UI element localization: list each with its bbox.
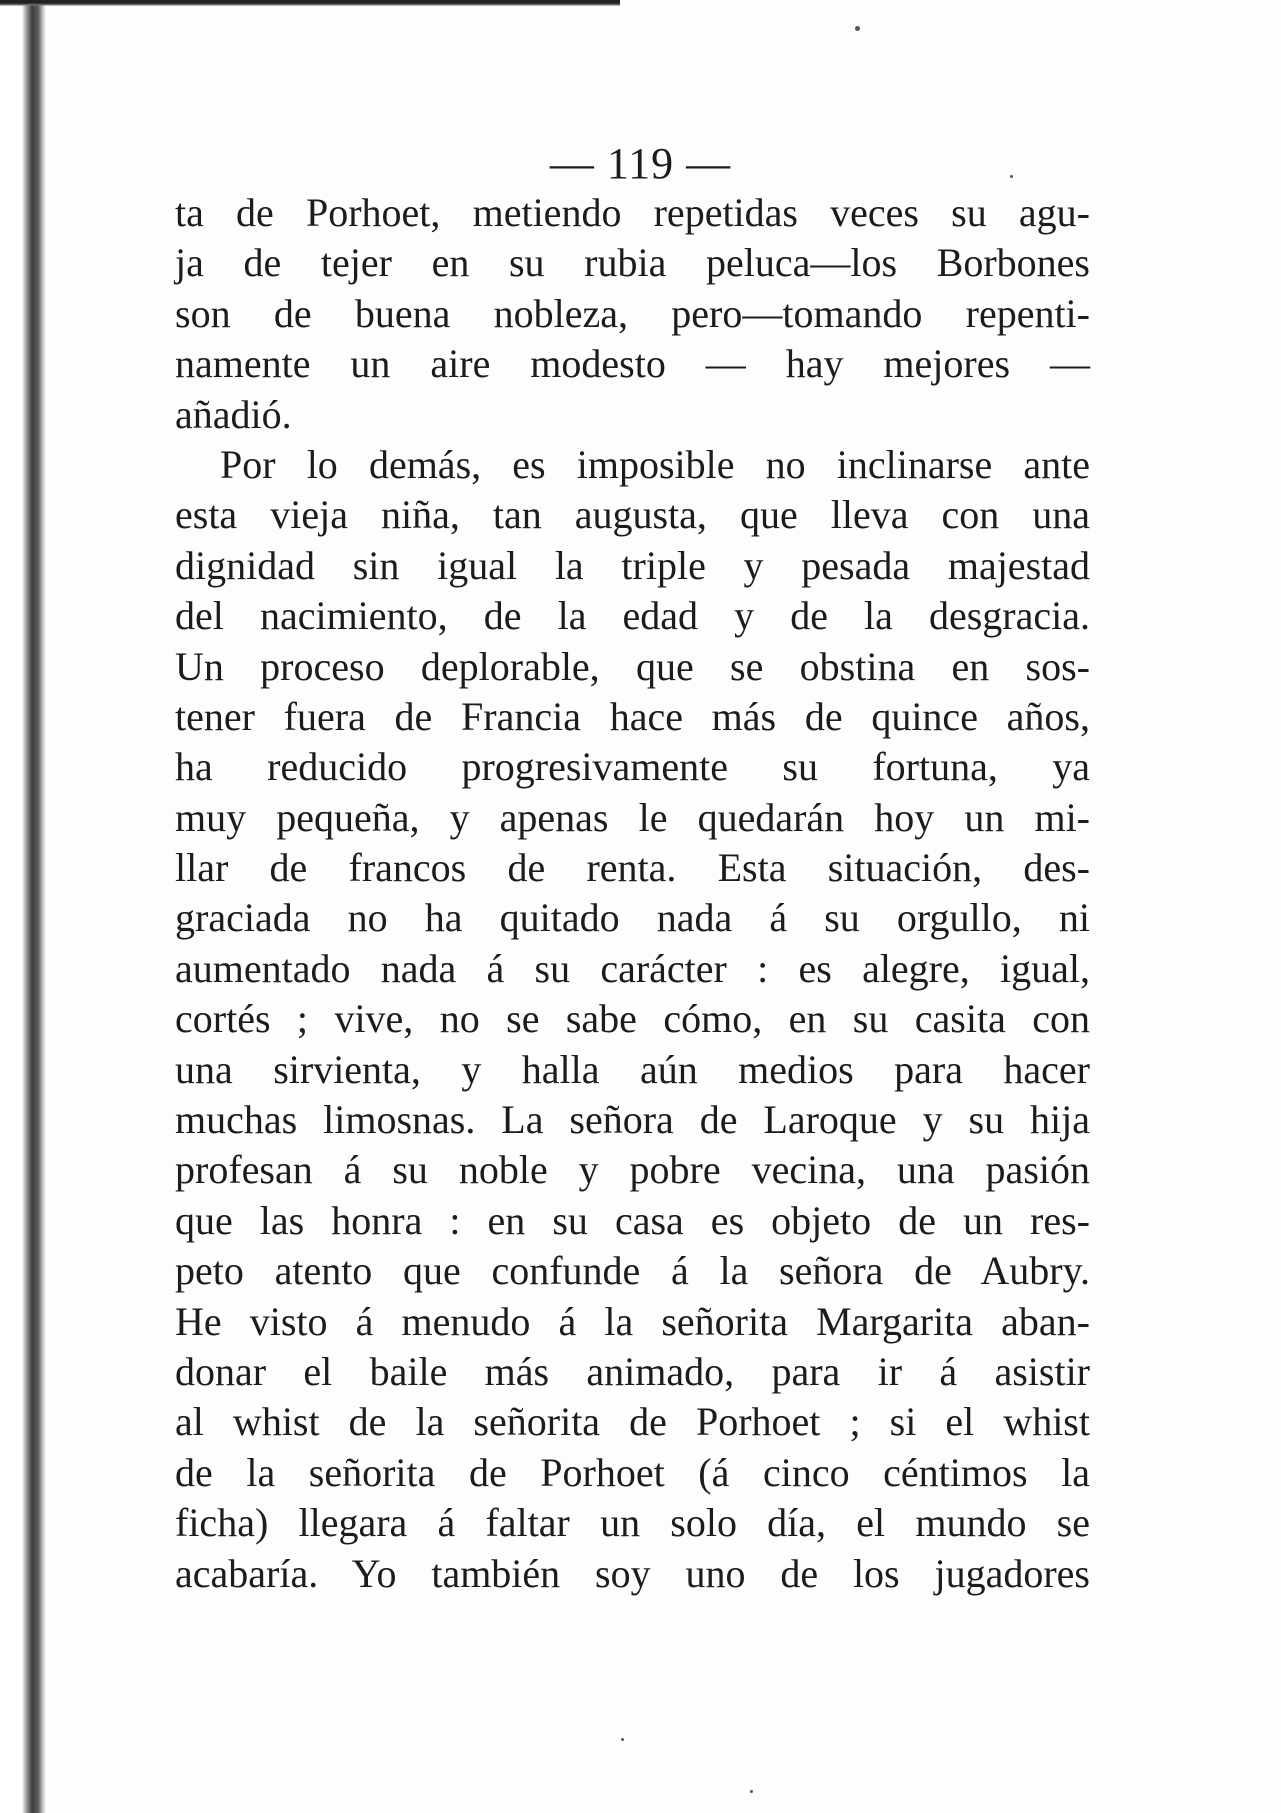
text-line: que las honra : en su casa es objeto de un res- bbox=[175, 1197, 1090, 1243]
text-line: namente un aire modesto — hay mejores — bbox=[175, 341, 1090, 387]
body-text bbox=[175, 188, 1090, 1599]
top-scan-rule bbox=[0, 0, 620, 6]
text-line: Por lo demás, es imposible no inclinarse ante bbox=[220, 441, 1090, 487]
page-number: — 119 — bbox=[549, 139, 732, 188]
text-line: tener fuera de Francia hace más de quince años, bbox=[175, 693, 1090, 739]
text-line: graciada no ha quitado nada á su orgullo, ni bbox=[175, 895, 1090, 941]
text-line: He visto á menudo á la señorita Margarita aban- bbox=[175, 1298, 1090, 1344]
text-line: ta de Porhoet, metiendo repetidas veces su agu- bbox=[175, 190, 1090, 235]
scanned-binding-edge bbox=[0, 0, 46, 1813]
text-line: ha reducido progresivamente su fortuna, ya bbox=[175, 744, 1090, 790]
text-line: muchas limosnas. La señora de Laroque y su hija bbox=[175, 1097, 1090, 1143]
text-line: del nacimiento, de la edad y de la desgracia. bbox=[175, 593, 1090, 639]
text-line: al whist de la señorita de Porhoet ; si el whist bbox=[175, 1399, 1090, 1445]
text-line: de la señorita de Porhoet (á cinco céntimos la bbox=[175, 1449, 1090, 1495]
text-line: donar el baile más animado, para ir á asistir bbox=[175, 1348, 1090, 1394]
scan-speck bbox=[750, 1790, 753, 1793]
text-line: ja de tejer en su rubia peluca—los Borbones bbox=[175, 240, 1090, 286]
text-line: una sirvienta, y halla aún medios para hacer bbox=[175, 1046, 1090, 1092]
text-line: acabaría. Yo también soy uno de los jugadores bbox=[175, 1550, 1090, 1596]
scan-speck bbox=[1010, 175, 1013, 178]
text-line: cortés ; vive, no se sabe cómo, en su casita con bbox=[175, 996, 1090, 1042]
scan-speck bbox=[855, 26, 860, 31]
text-line: esta vieja niña, tan augusta, que lleva con una bbox=[175, 492, 1090, 538]
text-line: Un proceso deplorable, que se obstina en sos- bbox=[175, 643, 1090, 689]
text-line: son de buena nobleza, pero—tomando repenti- bbox=[175, 290, 1090, 336]
text-line: llar de francos de renta. Esta situación, des- bbox=[175, 845, 1090, 891]
text-line: peto atento que confunde á la señora de Aubry. bbox=[175, 1248, 1090, 1294]
text-line: muy pequeña, y apenas le quedarán hoy un mi- bbox=[175, 794, 1090, 840]
text-line: ficha) llegara á faltar un solo día, el mundo se bbox=[175, 1500, 1090, 1546]
scan-speck bbox=[621, 1738, 624, 1741]
text-line: dignidad sin igual la triple y pesada majestad bbox=[175, 542, 1090, 588]
text-line: profesan á su noble y pobre vecina, una pasión bbox=[175, 1147, 1090, 1193]
text-line: aumentado nada á su carácter : es alegre, igual, bbox=[175, 945, 1090, 991]
text-line: añadió. bbox=[175, 391, 292, 437]
